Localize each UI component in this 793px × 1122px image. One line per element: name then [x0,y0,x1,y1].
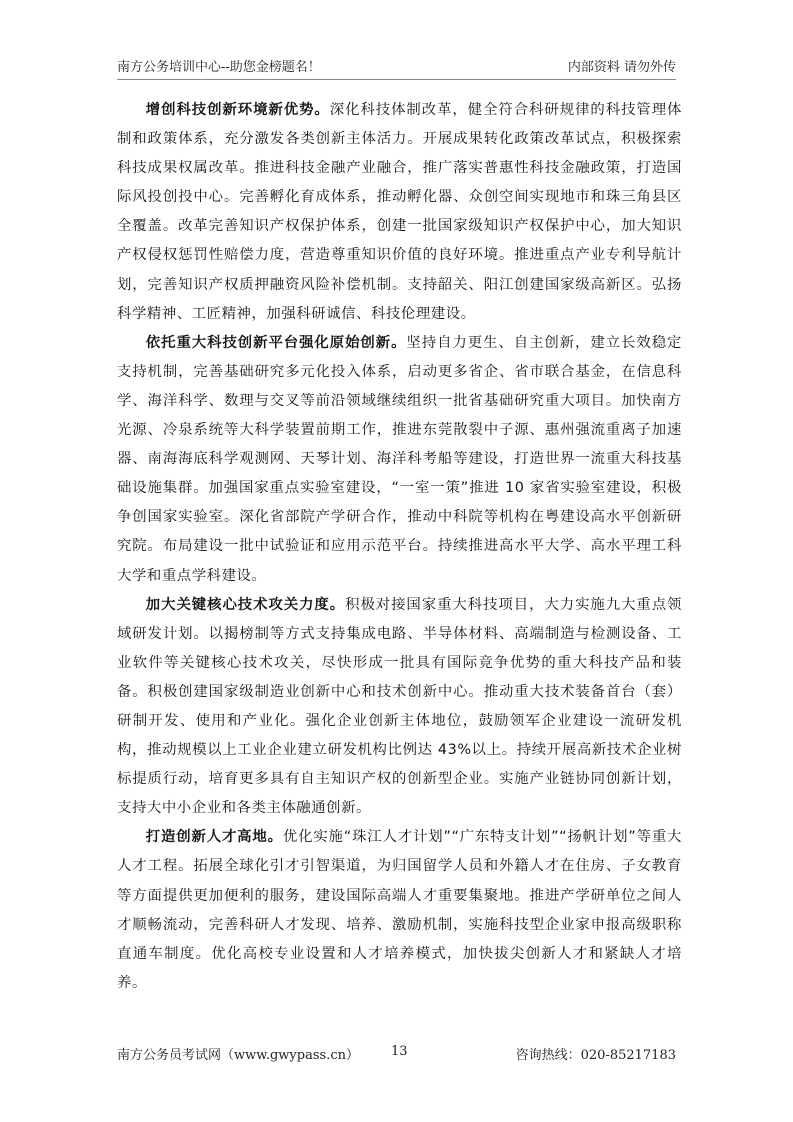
paragraph-4 [117,823,682,998]
footer-website-text: 南方公务员考试网（www.gwypass.cn） [117,1048,359,1063]
paragraph-1-lead: 增创科技创新环境新优势。 [145,102,330,118]
footer-hotline-text: 咨询热线：020-85217183 [515,1048,676,1063]
paragraph-2 [117,329,682,591]
paragraph-4-text: 优化实施“珠江人才计划”“广东特支计划”“扬帆计划”等重大人才工程。拓展全球化引才引智渠道，为归国留学人员和外籍人才在住房、子女教育等方面提供更加便利的服务，建设国际高端人才重要集聚地。推进产学研单位之间人才顺畅流动，完善科研人才发现、培养、激励机制，实施科技型企业家申报高级职称直通车制度。优化高校专业设置和人才培养模式，加快拔尖创新人才和紧缺人才培养。 [117,829,683,991]
paragraph-1-text: 深化科技体制改革，健全符合科研规律的科技管理体制和政策体系，充分激发各类创新主体活力。开展成果转化政策改革试点，积极探索科技成果权属改革。推进科技金融产业融合，推广落实普惠性科技金融政策，打造国际风投创投中心。完善孵化育成体系，推动孵化器、众创空间实现地市和珠三角县区全覆盖。改革完善知识产权保护体系，创建一批国家级知识产权保护中心，加大知识产权侵权惩罚性赔偿力度，营造尊重知识价值的良好环境。推进重点产业专利导航计划，完善知识产权质押融资风险补偿机制。支持韶关、阳江创建国家级高新区。弘扬科学精神、工匠精神，加强科研诚信、科技伦理建设。 [117,102,683,322]
paragraph-3-lead: 加大关键核心技术攻关力度。 [145,596,346,613]
body-content [117,96,682,998]
page-header [117,56,676,78]
header-right-text: 内部资料 请勿外传 [567,60,676,75]
paragraph-2-text: 坚持自力更生、自主创新，建立长效稳定支持机制，完善基础研究多元化投入体系，启动更多省企、省市联合基金，在信息科学、海洋科学、数理与交叉等前沿领域继续组织一批省基础研究重大项目。加快南方光源、冷泉系统等大科学装置前期工作，推进东莞散裂中子源、惠州强流重离子加速器、南海海底科学观测网、天琴计划、海洋科考船等建设，打造世界一流重大科技基础设施集群。加强国家重点实验室建设，“一室一策”推进 10 家省实验室建设，积极争创国家实验室。深化省部院产学研合作，推动中科院等机构在粤建设高水平创新研究院。布局建设一批中试验证和应用示范平台。持续推进高水平大学、高水平理工科大学和重点学科建设。 [117,334,682,584]
paragraph-1 [117,96,682,329]
header-divider [117,79,676,80]
paragraph-2-lead: 依托重大科技创新平台强化原始创新。 [145,334,407,351]
paragraph-4-lead: 打造创新人才高地。 [145,829,283,846]
page-number: 13 [391,1044,408,1059]
paragraph-3-text: 积极对接国家重大科技项目，大力实施九大重点领域研发计划。以揭榜制等方式支持集成电路、半导体材料、高端制造与检测设备、工业软件等关键核心技术攻关，尽快形成一批具有国际竞争优势的重大科技产品和装备。积极创建国家级制造业创新中心和技术创新中心。推动重大技术装备首台（套）研制开发、使用和产业化。强化企业创新主体地位，鼓励领军企业建设一流研发机构，推动规模以上工业企业建立研发机构比例达 43%以上。持续开展高新技术企业树标提质行动，培育更多具有自主知识产权的创新型企业。实施产业链协同创新计划，支持大中小企业和各类主体融通创新。 [117,596,682,817]
page-footer [117,1044,676,1066]
header-left-text: 南方公务培训中心--助您金榜题名！ [117,60,321,75]
paragraph-3 [117,591,682,824]
